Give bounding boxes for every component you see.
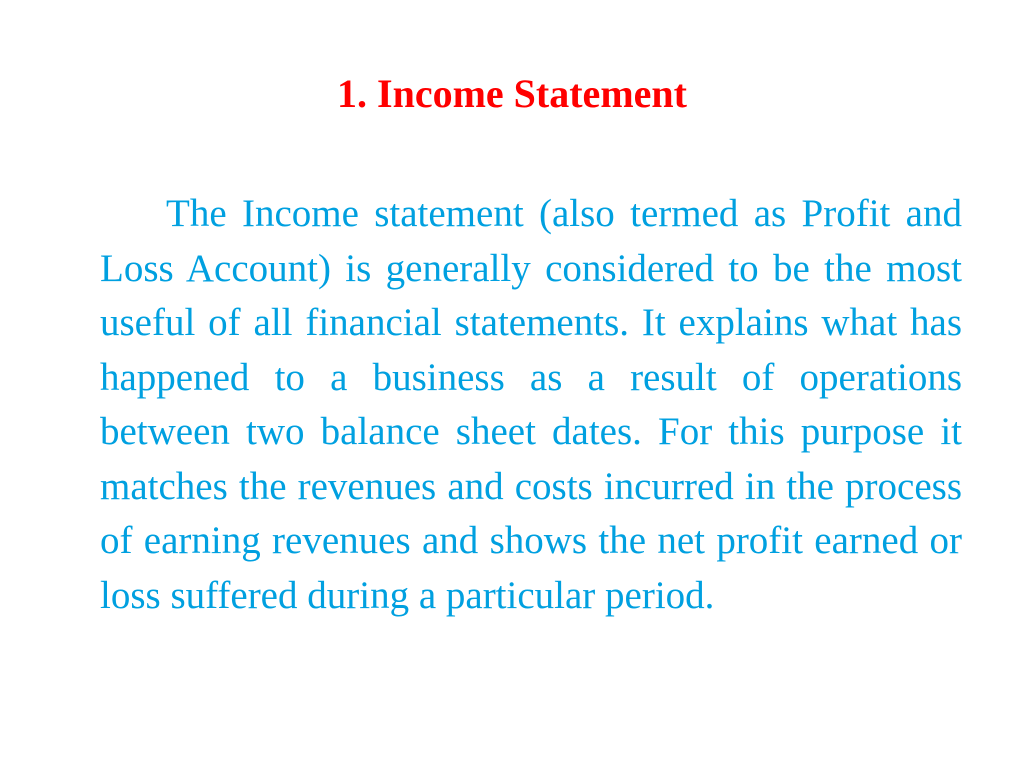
- slide-title: 1. Income Statement: [337, 71, 687, 116]
- slide-body-paragraph: The Income statement (also termed as Profit and Loss Account) is generally considered to be the most useful of all financial statements. It explains what has happened to a business as a result of operations between two balance sheet dates. For this purpose it matches the revenues and costs incurred in the process of earning revenues and shows the net profit earned or loss suffered during a particular period.: [100, 192, 962, 617]
